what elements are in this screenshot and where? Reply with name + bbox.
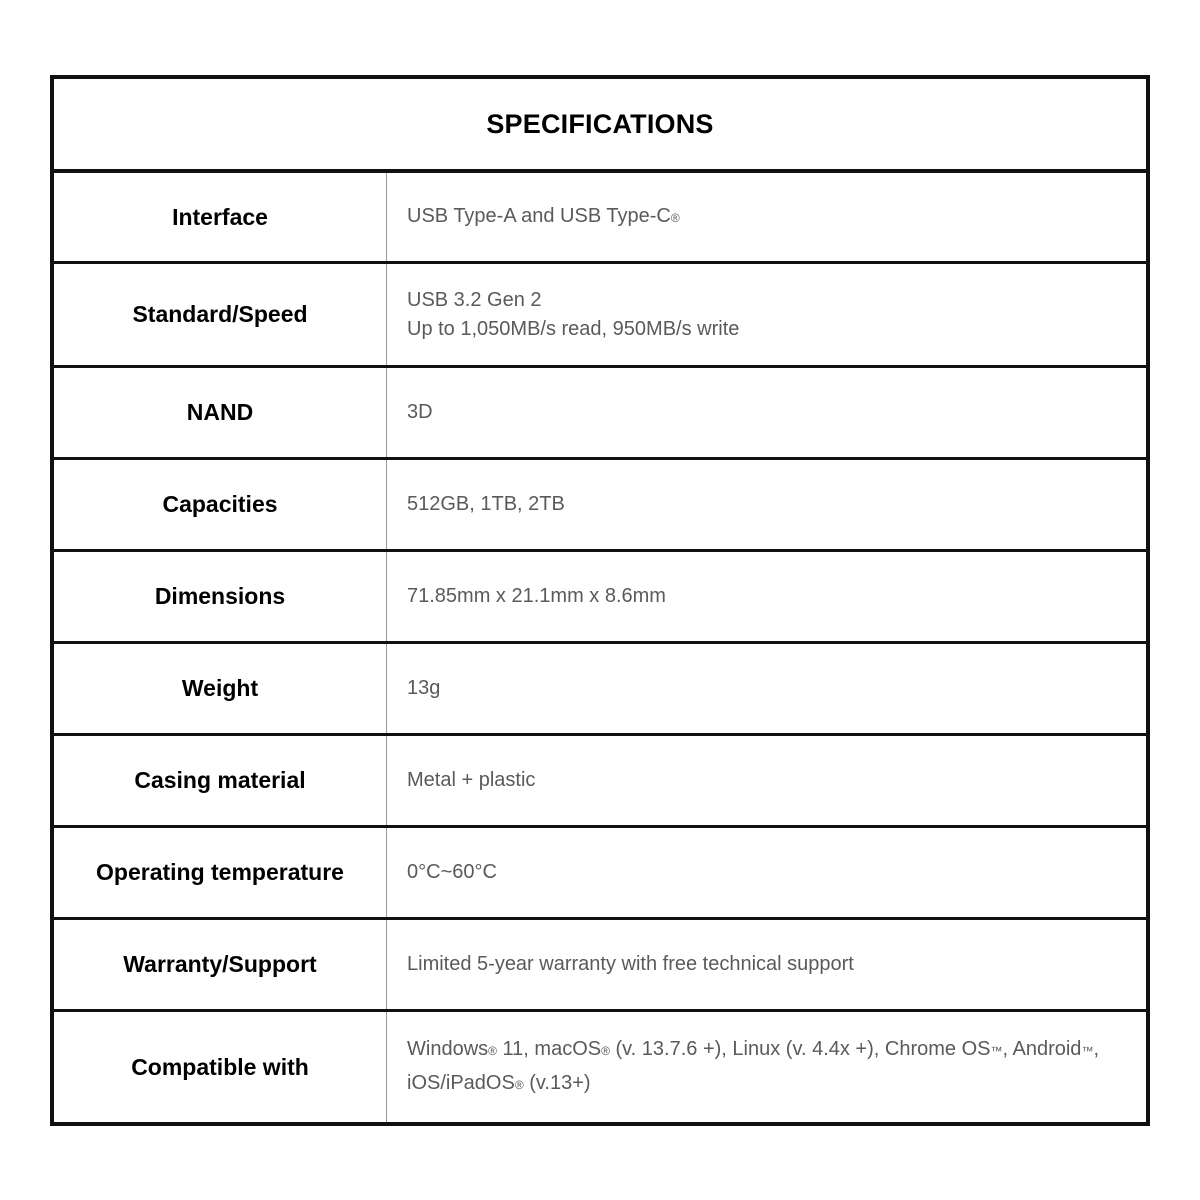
table-row (54, 368, 1146, 460)
spec-value (387, 736, 1146, 825)
spec-value-text: 3D (407, 401, 433, 423)
spec-value-line (407, 1067, 1126, 1101)
registered-symbol: ® (514, 1078, 524, 1092)
spec-value-line (407, 674, 1126, 703)
spec-value-line (407, 582, 1126, 611)
spec-value (387, 644, 1146, 733)
spec-value-line (407, 858, 1126, 887)
spec-label: Compatible with (54, 1012, 387, 1122)
spec-value (387, 552, 1146, 641)
registered-symbol: ® (488, 1044, 497, 1058)
table-row (54, 828, 1146, 920)
table-row (54, 920, 1146, 1012)
spec-label: Operating temperature (54, 828, 387, 917)
spec-value-text: (v. 13.7.6 +), Linux (v. 4.4x +), Chrome OS (609, 1038, 991, 1060)
spec-value-line (407, 1033, 1126, 1067)
spec-label: Casing material (54, 736, 387, 825)
spec-value-text: , (1093, 1038, 1099, 1060)
registered-symbol: ® (670, 210, 680, 225)
spec-value-text: USB 3.2 Gen 2 (407, 288, 542, 311)
table-row (54, 264, 1146, 368)
table-row (54, 736, 1146, 828)
spec-value (387, 828, 1146, 917)
spec-label: Dimensions (54, 552, 387, 641)
spec-value-text: Up to 1,050MB/s read, 950MB/s write (407, 317, 740, 340)
spec-value (387, 1012, 1146, 1122)
spec-value (387, 173, 1146, 261)
spec-value-text: 0°C~60°C (407, 861, 497, 883)
spec-value (387, 460, 1146, 549)
spec-label: Standard/Speed (54, 264, 387, 365)
table-title: SPECIFICATIONS (54, 79, 1146, 173)
trademark-symbol: ™ (990, 1044, 1003, 1058)
spec-value-text: Metal + plastic (407, 769, 536, 791)
spec-value-line (407, 766, 1126, 795)
spec-label: Weight (54, 644, 387, 733)
specifications-table (50, 75, 1150, 1126)
spec-value-text: 71.85mm x 21.1mm x 8.6mm (407, 585, 666, 607)
table-row (54, 552, 1146, 644)
spec-value-text: Windows (407, 1038, 489, 1060)
spec-value-line (407, 398, 1126, 427)
table-row (54, 644, 1146, 736)
spec-label: Interface (54, 173, 387, 261)
spec-value-text: 11, macOS (496, 1038, 602, 1060)
spec-value-line (407, 202, 1126, 233)
spec-label: NAND (54, 368, 387, 457)
spec-value-text: 512GB, 1TB, 2TB (407, 493, 565, 515)
table-body (54, 173, 1146, 1122)
spec-value-line (407, 950, 1126, 979)
trademark-symbol: ™ (1081, 1044, 1094, 1058)
table-row (54, 1012, 1146, 1122)
spec-value (387, 920, 1146, 1009)
spec-value-text: 13g (407, 677, 441, 699)
spec-value (387, 264, 1146, 365)
spec-label: Capacities (54, 460, 387, 549)
spec-value-line (407, 315, 1126, 344)
spec-label: Warranty/Support (54, 920, 387, 1009)
spec-value (387, 368, 1146, 457)
spec-value-text: (v.13+) (523, 1072, 591, 1094)
spec-value-text: Limited 5-year warranty with free technical support (407, 953, 854, 975)
spec-value-text: , Android (1002, 1038, 1082, 1060)
table-row (54, 460, 1146, 552)
table-row (54, 173, 1146, 264)
spec-value-line (407, 490, 1126, 519)
registered-symbol: ® (601, 1044, 610, 1058)
spec-value-text: USB Type-A and USB Type-C (407, 204, 671, 227)
spec-value-line (407, 286, 1126, 315)
spec-value-text: iOS/iPadOS (407, 1072, 515, 1094)
